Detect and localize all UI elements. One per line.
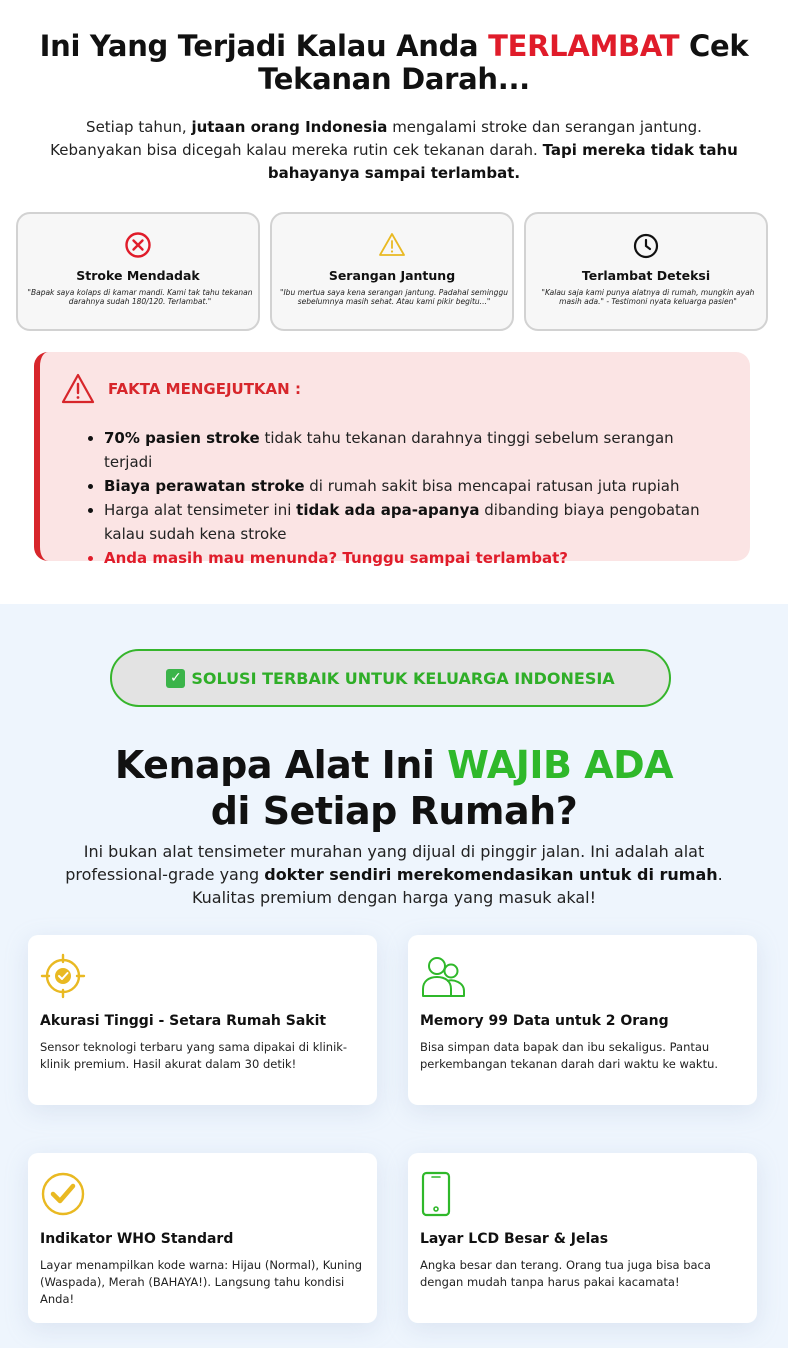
title-highlight: TERLAMBAT: [488, 29, 680, 63]
feature-desc: Sensor teknologi terbaru yang sama dipakai di klinik-klinik premium. Hasil akurat dalam 30 detik!: [40, 1040, 348, 1071]
solution-title: Kenapa Alat Ini WAJIB ADA di Setiap Rumah?: [114, 743, 674, 833]
smartphone-icon: [420, 1171, 466, 1217]
fact-list: [86, 426, 726, 570]
problem-intro: Setiap tahun, jutaan orang Indonesia mengalami stroke dan serangan jantung. Kebanyakan bisa dicegah kalau mereka rutin cek tekanan darah. Tapi mereka tidak tahu bahayanya sampai terlambat.: [50, 118, 738, 182]
fact-box: [34, 352, 750, 567]
users-icon: [420, 953, 466, 999]
danger-card-title: Stroke Mendadak: [76, 268, 200, 283]
feature-title: Memory 99 Data untuk 2 Orang: [420, 1013, 669, 1029]
danger-card-quote: "Bapak saya kolaps di kamar mandi. Kami tak tahu tekanan darahnya sudah 180/120. Terlambat.": [27, 288, 253, 306]
danger-card-late: [524, 212, 768, 331]
alert-triangle-icon: [60, 372, 96, 406]
feature-title: Akurasi Tinggi - Setara Rumah Sakit: [40, 1013, 327, 1029]
check-circle-icon: [40, 1171, 86, 1217]
danger-card-quote: "Kalau saja kami punya alatnya di rumah, mungkin ayah masih ada." - Testimoni nyata keluarga pasien": [541, 288, 755, 306]
feature-card-accuracy: [28, 935, 377, 1105]
target-check-icon: [40, 953, 86, 999]
feature-title: Indikator WHO Standard: [40, 1231, 234, 1247]
danger-card-title: Terlambat Deteksi: [581, 268, 711, 283]
warning-triangle-icon: [272, 230, 512, 260]
solution-badge: ✓ SOLUSI TERBAIK UNTUK KELUARGA INDONESIA: [110, 649, 671, 707]
feature-title: Layar LCD Besar & Jelas: [420, 1231, 609, 1247]
list-item: Harga alat tensimeter ini tidak ada apa-apanya dibanding biaya pengobatan kalau sudah kena stroke: [86, 498, 726, 546]
feature-desc: Angka besar dan terang. Orang tua juga bisa baca dengan mudah tanpa harus pakai kacamata!: [420, 1258, 711, 1289]
feature-desc: Bisa simpan data bapak dan ibu sekaligus. Pantau perkembangan tekanan darah dari waktu ke waktu.: [420, 1040, 719, 1071]
check-box-icon: ✓: [166, 669, 185, 688]
feature-card-lcd: [408, 1153, 757, 1323]
title-highlight: WAJIB ADA: [447, 743, 674, 787]
danger-card-heart: [270, 212, 514, 331]
problem-section: [0, 0, 788, 604]
problem-title: Ini Yang Terjadi Kalau Anda TERLAMBAT Cek Tekanan Darah...: [39, 29, 749, 96]
fact-heading: FAKTA MENGEJUTKAN :: [108, 380, 301, 398]
list-item: 70% pasien stroke tidak tahu tekanan darahnya tinggi sebelum serangan terjadi: [86, 426, 726, 474]
danger-card-quote: "Ibu mertua saya kena serangan jantung. Padahal seminggu sebelumnya masih sehat. Atau kami pikir begitu...": [280, 288, 508, 306]
list-item-warning: Anda masih mau menunda? Tunggu sampai terlambat?: [86, 546, 726, 570]
danger-card-title: Serangan Jantung: [328, 268, 456, 283]
clock-icon: [526, 230, 766, 260]
feature-desc: Layar menampilkan kode warna: Hijau (Normal), Kuning (Waspada), Merah (BAHAYA!). Langsung tahu kondisi Anda!: [40, 1258, 363, 1306]
x-circle-icon: [18, 230, 258, 260]
list-item: Biaya perawatan stroke di rumah sakit bisa mencapai ratusan juta rupiah: [86, 474, 726, 498]
feature-card-who: [28, 1153, 377, 1323]
danger-card-stroke: [16, 212, 260, 331]
solution-subtitle: Ini bukan alat tensimeter murahan yang dijual di pinggir jalan. Ini adalah alat professional-grade yang dokter sendiri merekomendasikan untuk di rumah. Kualitas premium dengan harga yang masuk akal!: [65, 842, 723, 907]
feature-card-memory: [408, 935, 757, 1105]
solution-section: [0, 604, 788, 1348]
danger-cards: [16, 212, 770, 332]
